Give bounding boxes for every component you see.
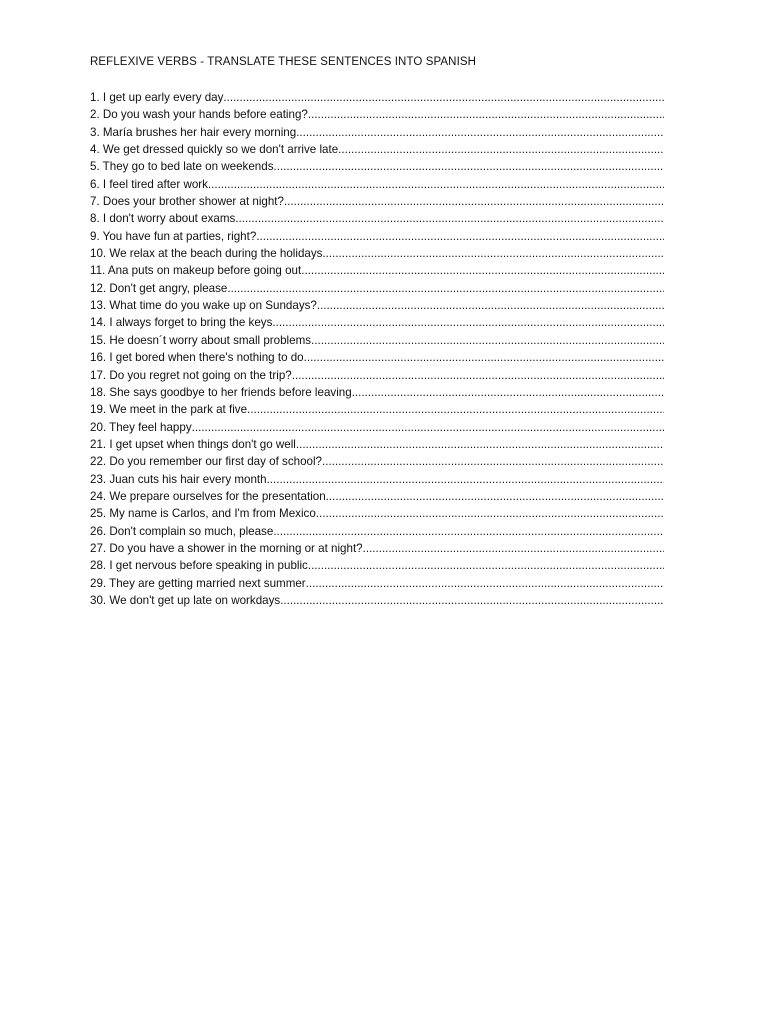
sentence-list xyxy=(90,89,664,609)
answer-dotted-line[interactable] xyxy=(296,436,664,453)
sentence-text: 6. I feel tired after work xyxy=(90,177,208,191)
answer-dotted-line[interactable] xyxy=(227,280,664,297)
sentence-text: 20. They feel happy xyxy=(90,420,192,434)
sentence-text: 13. What time do you wake up on Sundays? xyxy=(90,299,317,313)
sentence-item xyxy=(90,297,664,314)
answer-dotted-line[interactable] xyxy=(272,314,664,331)
answer-dotted-line[interactable] xyxy=(235,210,664,227)
sentence-item xyxy=(90,193,664,210)
sentence-item xyxy=(90,124,664,141)
sentence-item xyxy=(90,557,664,574)
sentence-item xyxy=(90,488,664,505)
answer-dotted-line[interactable] xyxy=(292,367,664,384)
sentence-text: 8. I don't worry about exams xyxy=(90,212,236,226)
answer-dotted-line[interactable] xyxy=(311,332,664,349)
answer-dotted-line[interactable] xyxy=(284,193,664,210)
sentence-item xyxy=(90,592,664,609)
answer-dotted-line[interactable] xyxy=(301,262,664,279)
sentence-text: 22. Do you remember our first day of school? xyxy=(90,455,322,469)
answer-dotted-line[interactable] xyxy=(247,401,664,418)
answer-dotted-line[interactable] xyxy=(352,384,664,401)
sentence-item xyxy=(90,367,664,384)
sentence-text: 4. We get dressed quickly so we don't arrive late xyxy=(90,143,339,157)
sentence-text: 14. I always forget to bring the keys xyxy=(90,316,273,330)
answer-dotted-line[interactable] xyxy=(326,488,664,505)
sentence-item xyxy=(90,210,664,227)
sentence-text: 3. María brushes her hair every morning xyxy=(90,125,297,139)
answer-dotted-line[interactable] xyxy=(322,453,664,470)
sentence-text: 15. He doesn´t worry about small problems xyxy=(90,333,312,347)
sentence-text: 26. Don't complain so much, please xyxy=(90,524,274,538)
sentence-item xyxy=(90,505,664,522)
answer-dotted-line[interactable] xyxy=(322,245,664,262)
sentence-text: 24. We prepare ourselves for the presentation xyxy=(90,489,326,503)
sentence-text: 2. Do you wash your hands before eating? xyxy=(90,108,308,122)
sentence-text: 9. You have fun at parties, right? xyxy=(90,229,257,243)
answer-dotted-line[interactable] xyxy=(304,349,664,366)
sentence-item xyxy=(90,453,664,470)
worksheet-title: REFLEXIVE VERBS - TRANSLATE THESE SENTENCES INTO SPANISH xyxy=(90,56,477,68)
answer-dotted-line[interactable] xyxy=(208,176,664,193)
sentence-text: 5. They go to bed late on weekends xyxy=(90,160,274,174)
sentence-item xyxy=(90,540,664,557)
sentence-item xyxy=(90,436,664,453)
answer-dotted-line[interactable] xyxy=(308,557,664,574)
answer-dotted-line[interactable] xyxy=(338,141,664,158)
sentence-item xyxy=(90,262,664,279)
sentence-item xyxy=(90,245,664,262)
sentence-item xyxy=(90,401,664,418)
answer-dotted-line[interactable] xyxy=(308,106,664,123)
answer-dotted-line[interactable] xyxy=(273,523,664,540)
sentence-item xyxy=(90,332,664,349)
sentence-text: 18. She says goodbye to her friends before leaving xyxy=(90,385,352,399)
sentence-item xyxy=(90,314,664,331)
sentence-item xyxy=(90,106,664,123)
sentence-text: 21. I get upset when things don't go well xyxy=(90,437,296,451)
sentence-item xyxy=(90,419,664,436)
answer-dotted-line[interactable] xyxy=(267,471,664,488)
answer-dotted-line[interactable] xyxy=(363,540,664,557)
sentence-item xyxy=(90,384,664,401)
sentence-text: 7. Does your brother shower at night? xyxy=(90,195,284,209)
sentence-text: 1. I get up early every day xyxy=(90,91,224,104)
sentence-text: 25. My name is Carlos, and I'm from Mexico xyxy=(90,507,316,521)
answer-dotted-line[interactable] xyxy=(274,158,665,175)
sentence-text: 11. Ana puts on makeup before going out xyxy=(90,264,302,278)
sentence-item xyxy=(90,158,664,175)
answer-dotted-line[interactable] xyxy=(306,575,664,592)
sentence-text: 16. I get bored when there's nothing to do xyxy=(90,351,304,365)
sentence-text: 17. Do you regret not going on the trip? xyxy=(90,368,292,382)
sentence-text: 28. I get nervous before speaking in public xyxy=(90,559,308,573)
sentence-item xyxy=(90,141,664,158)
answer-dotted-line[interactable] xyxy=(296,124,664,141)
sentence-text: 10. We relax at the beach during the holidays xyxy=(90,247,323,261)
answer-dotted-line[interactable] xyxy=(317,297,664,314)
answer-dotted-line[interactable] xyxy=(192,419,664,436)
sentence-text: 27. Do you have a shower in the morning or at night? xyxy=(90,541,363,555)
sentence-item xyxy=(90,575,664,592)
sentence-text: 19. We meet in the park at five xyxy=(90,403,248,417)
sentence-text: 29. They are getting married next summer xyxy=(90,576,306,590)
sentence-item xyxy=(90,349,664,366)
sentence-text: 23. Juan cuts his hair every month xyxy=(90,472,267,486)
sentence-item xyxy=(90,228,664,245)
sentence-item xyxy=(90,89,664,106)
sentence-text: 30. We don't get up late on workdays xyxy=(90,593,281,607)
answer-dotted-line[interactable] xyxy=(316,505,664,522)
answer-dotted-line[interactable] xyxy=(280,592,664,609)
answer-dotted-line[interactable] xyxy=(223,89,664,106)
sentence-item xyxy=(90,471,664,488)
sentence-item xyxy=(90,523,664,540)
answer-dotted-line[interactable] xyxy=(256,228,664,245)
sentence-item xyxy=(90,280,664,297)
sentence-item xyxy=(90,176,664,193)
sentence-text: 12. Don't get angry, please xyxy=(90,281,228,295)
